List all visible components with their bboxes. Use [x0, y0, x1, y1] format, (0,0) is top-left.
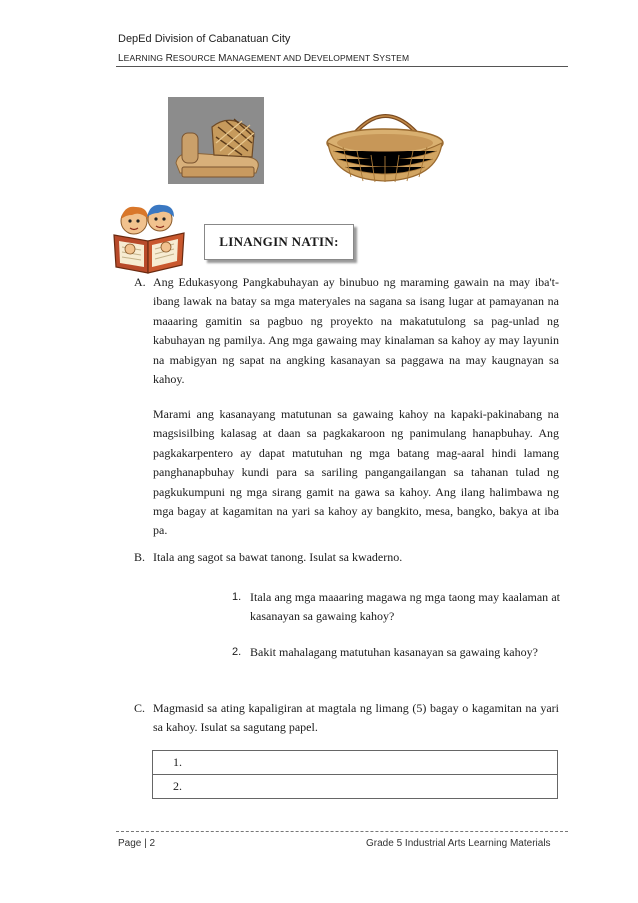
answer-row[interactable] [153, 751, 558, 775]
footer-page-number: Page | 2 [118, 838, 156, 849]
question-1-number: 1. [232, 591, 242, 603]
footer-rule [116, 831, 568, 832]
answer-row-label: 1. [153, 751, 558, 775]
answer-table [152, 750, 558, 799]
section-a-paragraph-2: Marami ang kasanayang matutunan sa gawaing kahoy na kapaki-pakinabang na magsisilbing kalasag at daan sa pagkakaroon ng panimulang hanapbuhay. Ang pagkakarpentero ay dapat matutuhan ng mga batang mag-aaral hindi lamang panghanapbuhay kundi para sa sariling pangangailangan sa tahanan tulad ng pagkukumpuni ng mga sirang gamit na gawa sa kahoy. Ang ilang halimbawa ng mga bagay at kagamitan na yari sa kahoy ay bangkito, mesa, bangko, bakya at iba pa. [153, 407, 559, 538]
answer-row-label: 2. [153, 775, 558, 799]
question-2-text: Bakit mahalagang matutuhan kasanayan sa gawaing kahoy? [250, 645, 538, 659]
question-2-number: 2. [232, 646, 242, 658]
answer-row[interactable] [153, 775, 558, 799]
section-a-paragraph-1: Ang Edukasyong Pangkabuhayan ay binubuo ng maraming gawain na may iba't- ibang lawak na batay sa mga materyales na sagana sa isang lugar at pamayanan na maaaring gamitin sa pagbuo ng proyekto na makatutulong sa pag-unlad ng kabuhayan ng pamilya. Ang mga gawaing may kinalaman sa kahoy ay may layunin na mabigyan ng sapat na angking kasanayan sa paggawa na may kaugnayan sa kahoy. [153, 275, 559, 387]
woven-basket-image [323, 95, 448, 190]
header-system: LEARNING RESOURCE MANAGEMENT AND DEVELOPMENT SYSTEM [118, 53, 410, 64]
question-1-text: Itala ang mga maaaring magawa ng mga taong may kaalaman at kasanayan sa gawaing kahoy? [250, 590, 560, 624]
header-org: DepEd Division of Cabanatuan City [118, 33, 291, 45]
footer-title: Grade 5 Industrial Arts Learning Materials [366, 838, 551, 849]
kids-reading-image [110, 203, 190, 275]
section-b-marker: B. [134, 550, 146, 564]
section-title: LINANGIN NATIN: [204, 224, 354, 260]
header-rule [116, 66, 568, 67]
wooden-sandal-image [168, 97, 264, 184]
section-a-marker: A. [134, 275, 146, 289]
section-b-instruction: Itala ang sagot sa bawat tanong. Isulat sa kwaderno. [153, 550, 403, 564]
section-c-instruction: Magmasid sa ating kapaligiran at magtala ng limang (5) bagay o kagamitan na yari sa kahoy. Isulat sa sagutang papel. [153, 701, 559, 735]
section-c-marker: C. [134, 701, 146, 715]
